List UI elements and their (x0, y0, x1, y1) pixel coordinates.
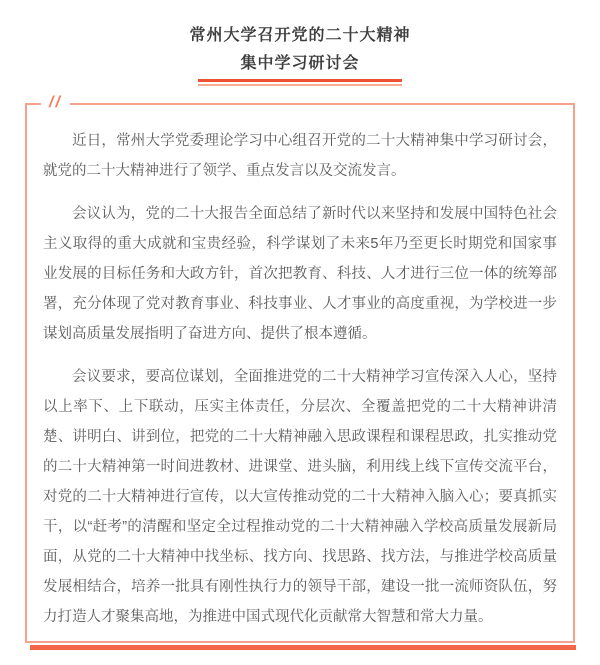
page-title-line-2: 集中学习研讨会 (240, 55, 360, 72)
underline-light-line (198, 84, 402, 86)
underline-strong-line (198, 79, 402, 82)
page-title-line-1: 常州大学召开党的二十大精神 (189, 27, 411, 44)
article-body-box (25, 94, 575, 643)
article-paragraph-2: 会议认为，党的二十大报告全面总结了新时代以来坚持和发展中国特色社会主义取得的重大成就和宝贵经验，科学谋划了未来5年乃至更长时期党和国家事业发展的目标任务和大政方针，首次把教育、科技、人才进行三位一体的统筹部署，充分体现了党对教育事业、科技事业、人才事业的高度重视，为学校进一步谋划高质量发展指明了奋进方向、提供了根本遵循。 (43, 206, 557, 342)
corner-slash-decoration: // (41, 92, 70, 114)
article-paragraph-3: 会议要求，要高位谋划，全面推进党的二十大精神学习宣传深入人心，坚持以上率下、上下联动，压实主体责任，分层次、全覆盖把党的二十大精神讲清楚、讲明白、讲到位，把党的二十大精神融入思政课程和课程思政，扎实推动党的二十大精神第一时间进教材、进课堂、进头脑，利用线上线下宣传交流平台，对党的二十大精神进行宣传，以大宣传推动党的二十大精神入脑入心；要真抓实干，以“赶考”的清醒和坚定全过程推动党的二十大精神融入学校高质量发展新局面，从党的二十大精神中找坐标、找方向、找思路、找方法，与推进学校高质量发展相结合，培养一批具有刚性执行力的领导干部，建设一批一流师资队伍，努力打造人才聚集高地，为推进中国式现代化贡献常大智慧和常大力量。 (43, 369, 557, 625)
title-underline-decoration (198, 79, 402, 86)
box-bottom-shadow-bar (30, 645, 576, 650)
article-paragraph-1: 近日，常州大学党委理论学习中心组召开党的二十大精神集中学习研讨会，就党的二十大精神进行了领学、重点发言以及交流发言。 (43, 133, 557, 179)
article-header (0, 0, 600, 86)
